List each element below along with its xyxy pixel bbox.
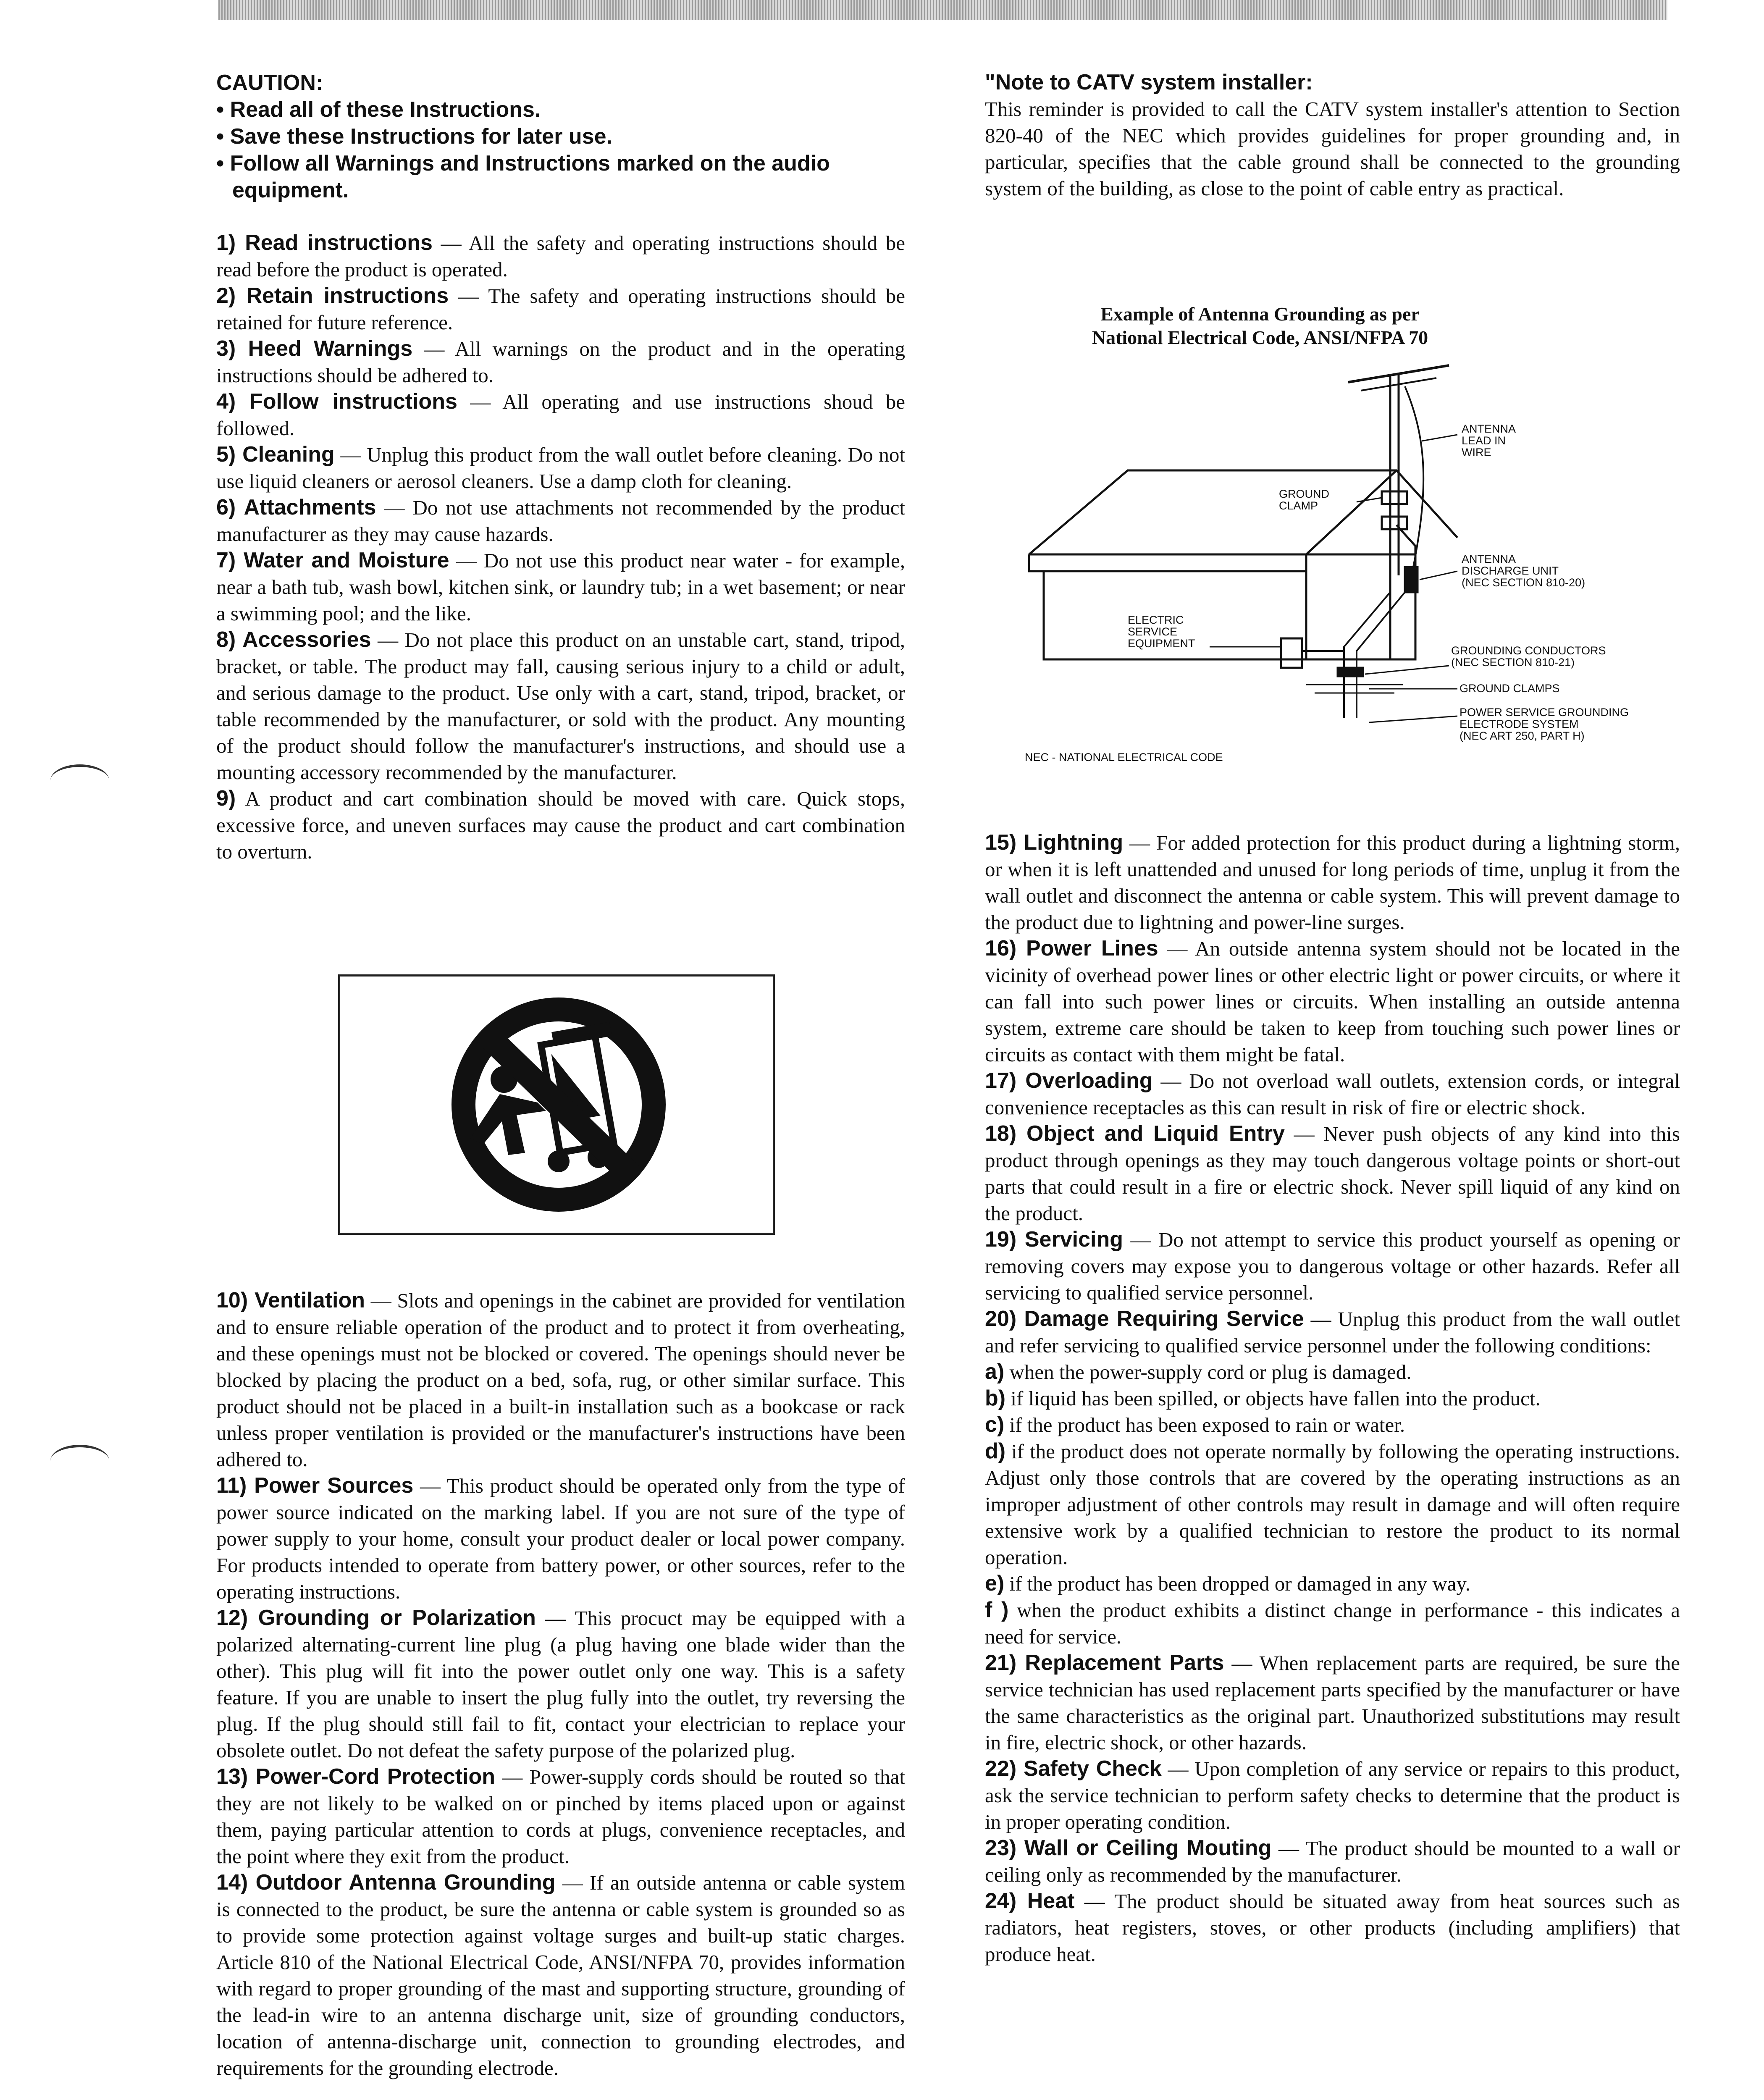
instruction-heading: 5) Cleaning <box>216 442 335 467</box>
instruction-heading: 16) Power Lines <box>985 936 1158 961</box>
instruction-text: — Upon completion of any service or repairs to this product, ask the service technician to perform safety checks to determine that the product is in proper operating condition. <box>985 1757 1680 1833</box>
instruction-text: — For added protection for this product during a lightning storm, or when it is left unattended and unused for long periods of time, unplug it from the wall outlet and disconnect the antenna or cable system. This will prevent damage to the product due to lightning and power-line surges. <box>985 831 1680 934</box>
instruction-text: — Do not use attachments not recommended by the product manufacturer as they may cause hazards. <box>216 496 905 546</box>
label-discharge-unit: ANTENNA <box>1462 553 1516 565</box>
instruction-item <box>216 1764 905 1869</box>
instruction-heading: a) <box>985 1360 1005 1384</box>
instruction-text: — When replacement parts are required, be sure the service technician has used replacement parts specified by the manufacturer or have the same characteristics as the original part. Unauthorized substitutions may result in fire, electric shock, or other hazards. <box>985 1651 1680 1754</box>
instruction-heading: 8) Accessories <box>216 627 371 652</box>
label-nec: NEC - NATIONAL ELECTRICAL CODE <box>1025 751 1223 764</box>
caution-line: • Save these Instructions for later use. <box>216 124 612 149</box>
instruction-text: when the power-supply cord or plug is damaged. <box>1004 1360 1412 1383</box>
instruction-item <box>985 1121 1680 1226</box>
instruction-text: if the product has been dropped or damaged in any way. <box>1004 1572 1471 1595</box>
label-electric-service: ELECTRIC <box>1128 614 1184 626</box>
caption-line: Example of Antenna Grounding as per <box>1100 303 1420 325</box>
instruction-heading: 18) Object and Liquid Entry <box>985 1121 1285 1146</box>
instruction-heading: 17) Overloading <box>985 1068 1153 1093</box>
cart-warning-figure <box>338 974 775 1235</box>
right-column-top <box>985 69 1680 202</box>
instruction-text: — This product should be operated only from the type of power source indicated on the marking label. If you are not sure of the type of power supply to your home, consult your product dealer or local power company. For products intended to operate from battery power, or other sources, refer to the operating instructions. <box>216 1474 905 1603</box>
label-ground-clamps: GROUND CLAMPS <box>1460 682 1560 695</box>
instruction-text: if the product has been exposed to rain or water. <box>1004 1413 1405 1436</box>
label-discharge-unit: DISCHARGE UNIT <box>1462 564 1559 577</box>
instruction-heading: b) <box>985 1386 1006 1410</box>
instruction-list <box>985 830 1680 1967</box>
instruction-text: A product and cart combination should be moved with care. Quick stops, excessive force, and uneven surfaces may cause the product and cart combination to overturn. <box>216 787 905 863</box>
caution-title: CAUTION: <box>216 71 323 95</box>
instruction-item <box>985 1226 1680 1306</box>
instruction-text: — The product should be mounted to a wall or ceiling only as recommended by the manufacturer. <box>985 1837 1680 1886</box>
label-antenna-lead: ANTENNA <box>1462 423 1516 435</box>
label-grounding-conductors: (NEC SECTION 810-21) <box>1451 656 1575 669</box>
instruction-item <box>216 1605 905 1764</box>
instruction-item <box>216 441 905 494</box>
instruction-item <box>216 1869 905 2081</box>
instruction-text: when the product exhibits a distinct change in performance - this indicates a need for service. <box>985 1599 1680 1648</box>
label-electric-service: EQUIPMENT <box>1128 637 1195 650</box>
instruction-heading: 12) Grounding or Polarization <box>216 1606 536 1630</box>
instruction-item <box>216 230 905 283</box>
instruction-heading: 3) Heed Warnings <box>216 336 413 361</box>
cart-tipover-icon <box>340 976 773 1233</box>
instruction-item <box>985 1385 1680 1412</box>
instruction-item <box>216 283 905 336</box>
instruction-item <box>216 1287 905 1473</box>
instruction-heading: 13) Power-Cord Protection <box>216 1764 495 1789</box>
instruction-heading: 14) Outdoor Antenna Grounding <box>216 1870 556 1895</box>
instruction-text: — If an outside antenna or cable system is connected to the product, be sure the antenna or cable system is grounded so as to provide some protection against voltage surges and built-up static charges. Article 810 of the National Electrical Code, ANSI/NFPA 70, provides information with regard to proper grounding of the mast and supporting structure, grounding of the lead-in wire to an antenna discharge unit, size of grounding conductors, location of antenna-discharge unit, connection to grounding electrodes, and requirements for the grounding electrode. <box>216 1871 905 2079</box>
instruction-heading: 15) Lightning <box>985 830 1124 855</box>
label-power-service: (NEC ART 250, PART H) <box>1460 730 1585 742</box>
left-column <box>216 69 905 865</box>
label-ground-clamp: GROUND <box>1279 488 1329 500</box>
instruction-item <box>985 830 1680 935</box>
instruction-text: — Unplug this product from the wall outlet before cleaning. Do not use liquid cleaners or aerosol cleaners. Use a damp cloth for cleaning. <box>216 443 905 493</box>
instruction-item <box>216 1473 905 1605</box>
instruction-heading: 10) Ventilation <box>216 1288 365 1312</box>
instruction-heading: 19) Servicing <box>985 1227 1123 1252</box>
instruction-item <box>985 1835 1680 1888</box>
caution-block <box>216 69 905 204</box>
instruction-item <box>216 627 905 785</box>
instruction-heading: f ) <box>985 1598 1009 1622</box>
label-electric-service: SERVICE <box>1128 625 1178 638</box>
instruction-text: — Do not attempt to service this product yourself as opening or removing covers may expose you to dangerous voltage or other hazards. Refer all servicing to qualified service personnel. <box>985 1228 1680 1304</box>
instruction-heading: d) <box>985 1439 1006 1463</box>
instruction-item <box>985 1597 1680 1650</box>
instruction-text: if liquid has been spilled, or objects have fallen into the product. <box>1005 1387 1541 1410</box>
label-antenna-lead: LEAD IN <box>1462 434 1506 447</box>
left-column-lower <box>216 1287 905 2081</box>
instruction-item <box>985 1570 1680 1597</box>
instruction-item <box>216 388 905 441</box>
instruction-text: — All the safety and operating instructions should be read before the product is operated. <box>216 231 905 281</box>
label-power-service: POWER SERVICE GROUNDING <box>1460 706 1629 719</box>
instruction-item <box>985 1888 1680 1967</box>
instruction-heading: 4) Follow instructions <box>216 389 457 414</box>
instruction-heading: 2) Retain instructions <box>216 284 449 308</box>
instruction-heading: 7) Water and Moisture <box>216 548 449 572</box>
instruction-item <box>216 547 905 627</box>
instruction-item <box>216 494 905 547</box>
instruction-item <box>985 1412 1680 1438</box>
instruction-text: — An outside antenna system should not be located in the vicinity of overhead power lines or other electric light or power circuits, or where it can fall into such power lines or circuits. When installing an outside antenna system, extreme care should be taken to keep from touching such power lines or circuits as contact with them might be fatal. <box>985 937 1680 1066</box>
instruction-heading: 22) Safety Check <box>985 1756 1162 1781</box>
instruction-heading: 11) Power Sources <box>216 1473 414 1498</box>
instruction-text: — Power-supply cords should be routed so that they are not likely to be walked on or pinched by items placed upon or against them, paying particular attention to cords at plugs, convenience receptacles, and the point where they exit from the product. <box>216 1765 906 1868</box>
instruction-text: — Never push objects of any kind into this product through openings as they may touch dangerous voltage points or short-out parts that could result in a fire or electric shock. Never spill liquid of any kind on the product. <box>985 1122 1680 1225</box>
instruction-text: — All operating and use instructions shoud be followed. <box>216 390 905 440</box>
instruction-heading: 23) Wall or Ceiling Mouting <box>985 1836 1272 1860</box>
instruction-text: — Unplug this product from the wall outlet and refer servicing to qualified service personnel under the following conditions: <box>985 1307 1680 1357</box>
instruction-heading: 21) Replacement Parts <box>985 1651 1224 1675</box>
caution-line: equipment. <box>232 178 349 202</box>
instruction-text: — The product should be situated away from heat sources such as radiators, heat registers, stoves, or other products (including amplifiers) that produce heat. <box>985 1890 1680 1966</box>
instruction-text: — Slots and openings in the cabinet are provided for ventilation and to ensure reliable operation of the product and to protect it from overheating, and these openings must not be blocked or covered. The openings should never be blocked by placing the product on a bed, sofa, rug, or other similar surface. This product should not be placed in a built-in installation such as a bookcase or rack unless proper ventilation is provided or the manufacturer's instructions have been adhered to. <box>216 1289 905 1471</box>
instruction-text: — Do not place this product on an unstable cart, stand, tripod, bracket, or table. The product may fall, causing serious injury to a child or adult, and serious damage to the product. Use only with a cart, stand, tripod, bracket, or table recommended by the manufacturer, or sold with the product. Any mounting of the product should follow the manufacturer's instructions, and should use a mounting accessory recommended by the manufacturer. <box>216 628 905 784</box>
instruction-text: — Do not overload wall outlets, extension cords, or integral convenience receptacles as this can result in risk of fire or electric shock. <box>985 1069 1680 1119</box>
margin-mark <box>50 1445 109 1477</box>
instruction-heading: 9) <box>216 786 236 811</box>
label-antenna-lead: WIRE <box>1462 446 1491 459</box>
instruction-heading: e) <box>985 1571 1005 1596</box>
instruction-list <box>216 230 905 865</box>
instruction-text: if the product does not operate normally by following the operating instructions. Adjust only those controls that are covered by the operating instructions as an improper adjustment of other controls may result in damage and will often require extensive work by a qualified technician to restore the product to its normal operation. <box>985 1440 1680 1569</box>
label-discharge-unit: (NEC SECTION 810-20) <box>1462 576 1586 589</box>
label-grounding-conductors: GROUNDING CONDUCTORS <box>1451 644 1606 657</box>
caution-line: • Follow all Warnings and Instructions marked on the audio <box>216 151 830 176</box>
catv-text: This reminder is provided to call the CATV system installer's attention to Section 820-40 of the NEC which provides guidelines for proper grounding and, in particular, specifies that the cable ground shall be connected to the grounding system of the building, as close to the point of cable entry as practical. <box>985 97 1680 200</box>
catv-title: "Note to CATV system installer: <box>985 70 1313 94</box>
instruction-text: — All warnings on the product and in the operating instructions should be adhered to. <box>216 337 905 387</box>
instruction-text: — This procuct may be equipped with a polarized alternating-current line plug (a plug having one blade wider than the other). This plug will fit into the power outlet only one way. This is a safety feature. If you are unable to insert the plug fully into the outlet, try reversing the plug. If the plug should still fail to fit, contact your electrician to replace your obsolete outlet. Do not defeat the safety purpose of the polarized plug. <box>216 1606 905 1762</box>
instruction-item <box>985 1438 1680 1570</box>
instruction-item <box>985 1068 1680 1121</box>
instruction-list <box>216 1287 905 2081</box>
instruction-item <box>216 785 905 865</box>
instruction-item <box>985 1306 1680 1359</box>
scan-top-band <box>218 0 1667 20</box>
instruction-heading: c) <box>985 1412 1005 1437</box>
label-ground-clamp: CLAMP <box>1279 499 1318 512</box>
instruction-heading: 24) Heat <box>985 1889 1075 1913</box>
instruction-heading: 20) Damage Requiring Service <box>985 1307 1304 1331</box>
instruction-item <box>985 1650 1680 1756</box>
instruction-item <box>216 336 905 388</box>
instruction-heading: 6) Attachments <box>216 495 376 520</box>
instruction-item <box>985 1756 1680 1835</box>
margin-mark <box>50 764 109 796</box>
instruction-heading: 1) Read instructions <box>216 231 433 255</box>
label-power-service: ELECTRODE SYSTEM <box>1460 718 1579 730</box>
caution-line: • Read all of these Instructions. <box>216 97 541 122</box>
figure-caption <box>1008 302 1512 349</box>
instruction-text: — Do not use this product near water - for example, near a bath tub, wash bowl, kitchen sink, or laundry tub; in a wet basement; or near a swimming pool; and the like. <box>216 549 905 625</box>
instruction-item <box>985 935 1680 1068</box>
right-column-lower <box>985 830 1680 1967</box>
instruction-text: — The safety and operating instructions should be retained for future reference. <box>216 284 905 334</box>
antenna-grounding-diagram <box>1025 357 1646 777</box>
instruction-item <box>985 1359 1680 1385</box>
caption-line: National Electrical Code, ANSI/NFPA 70 <box>1092 327 1428 348</box>
